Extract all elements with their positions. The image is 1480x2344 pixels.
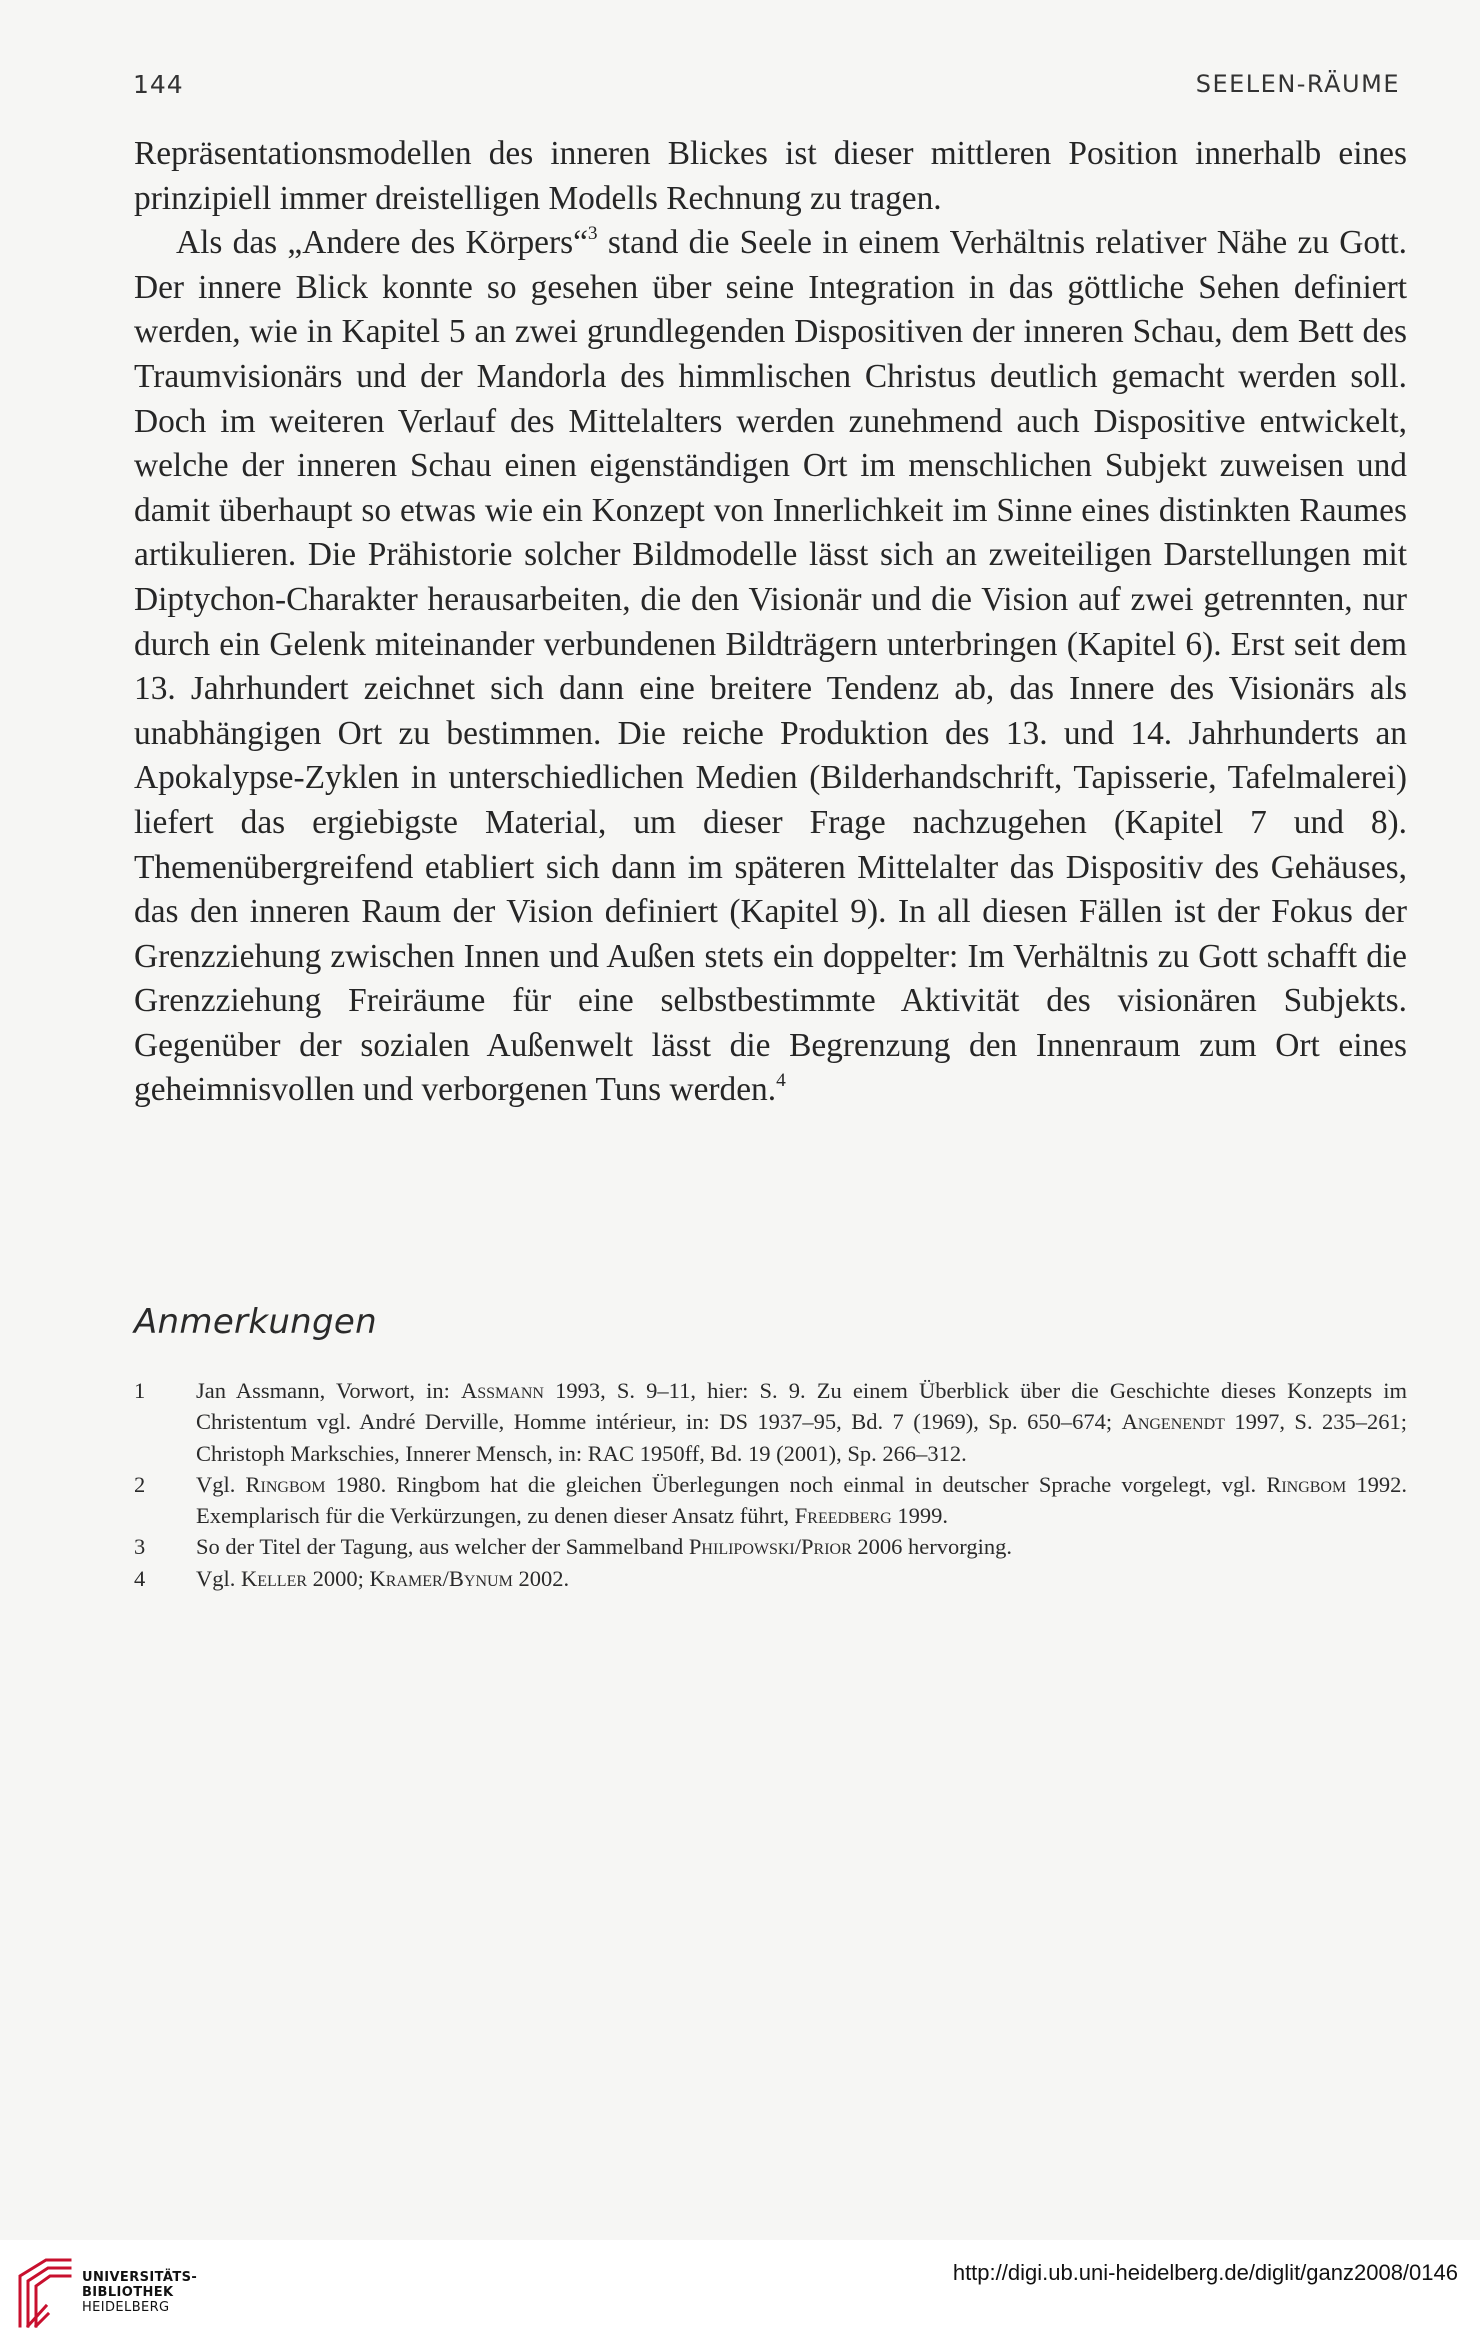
notes-heading: Anmerkungen <box>134 1302 377 1342</box>
digitization-footer <box>0 2240 1480 2344</box>
library-name-line: HEIDELBERG <box>82 2300 170 2315</box>
author-name: Philipowski/Prior <box>688 1534 852 1560</box>
footnote-text: Jan Assmann, Vorwort, in: <box>196 1378 462 1403</box>
footnote-text: 1997, S. 235–261; Christoph Markschies, Innerer Mensch, in: RAC 1950ff, Bd. 19 (2001), Sp. 266–312. <box>196 1409 1408 1466</box>
footnote-text: Vgl. <box>196 1471 246 1497</box>
footnote-text: So der Titel der Tagung, aus welcher der Sammelband <box>196 1534 689 1560</box>
footnote-1 <box>134 1375 1407 1469</box>
footnote-2 <box>134 1469 1407 1532</box>
paragraph-2 <box>134 221 1407 1113</box>
footnote-number: 2 <box>134 1471 146 1497</box>
library-name-line: UNIVERSITÄTS- <box>82 2270 198 2285</box>
footnote-ref-3: 3 <box>587 223 598 245</box>
library-name-line: BIBLIOTHEK <box>82 2285 174 2300</box>
paragraph-1: Repräsentationsmodellen des inneren Blickes ist dieser mittleren Position innerhalb eines prinzipiell immer dreistelligen Modells Rechnung zu tragen. <box>134 135 1407 217</box>
paragraph-2-text: stand die Seele in einem Verhältnis relativer Nähe zu Gott. Der innere Blick konnte so gesehen über seine Integration in das göttliche Sehen definiert werden, wie in Kapitel 5 an zwei grundlegenden Dispositiven der inneren Schau, dem Bett des Traumvisionärs und der Mandorla des himmlischen Christus deutlich gemacht werden soll. Doch im weiteren Verlauf des Mittelalters werden zunehmend auch Dispositive entwickelt, welche der inneren Schau einen eigenständigen Ort im menschlichen Subjekt zuweisen und damit überhaupt so etwas wie ein Konzept von Innerlichkeit im Sinne eines distinkten Raumes artikulieren. Die Prähistorie solcher Bildmodelle lässt sich an zweiteiligen Darstellungen mit Diptychon-Charakter herausarbeiten, die den Visionär und die Vision auf zwei getrennten, nur durch ein Gelenk miteinander verbundenen Bildträgern unterbringen (Kapitel 6). Erst seit dem 13. Jahrhundert zeichnet sich dann eine breitere Tendenz ab, das Innere des Visionärs als unabhängigen Ort zu bestimmen. Die reiche Produktion des 13. und 14. Jahrhunderts an Apokalypse-Zyklen in unterschiedlichen Medien (Bilderhandschrift, Tapisserie, Tafelmalerei) liefert das ergiebigste Material, um dieser Frage nachzugehen (Kapitel 7 und 8). Themenübergreifend etabliert sich dann im späteren Mittelalter das Dispositiv des Gehäuses, das den inneren Raum der Vision definiert (Kapitel 9). In all diesen Fällen ist der Fokus der Grenzziehung zwischen Innen und Außen stets ein doppelter: Im Verhältnis zu Gott schafft die Grenzziehung Freiräume für eine selbstbestimmte Aktivität des visionären Subjekts. Gegenüber der sozialen Außenwelt lässt die Begrenzung den Innenraum zum Ort eines geheimnisvollen und verborgenen Tuns werden. <box>134 224 1407 1109</box>
author-name: Angenendt <box>1121 1409 1225 1435</box>
main-text <box>134 132 1407 1113</box>
author-name: Freedberg <box>794 1503 892 1529</box>
footnote-text: 2000; <box>307 1565 370 1591</box>
footnote-number: 3 <box>134 1534 146 1560</box>
footnote-text: 1980. Ringbom hat die gleichen Überlegungen noch einmal in deutscher Sprache vorgelegt, vgl. <box>325 1471 1267 1497</box>
source-url-link[interactable]: http://digi.ub.uni-heidelberg.de/diglit/ganz2008/0146 <box>952 2260 1458 2285</box>
footnote-ref-4: 4 <box>776 1070 786 1092</box>
paragraph-2-start: Als das „Andere des Körpers“ <box>176 224 588 262</box>
author-name: Kramer/Bynum <box>369 1565 513 1591</box>
footnote-number: 4 <box>134 1565 146 1591</box>
page-number: 144 <box>133 70 184 99</box>
author-name: Ringbom <box>245 1471 326 1497</box>
footnote-text: 1993, S. 9–11, hier: S. 9. Zu einem Überblick über die Geschichte dieses Konzepts im Christentum vgl. André Derville, Homme intérieur, in: DS 1937–95, Bd. 7 (1969), Sp. 650–674; <box>196 1378 1407 1435</box>
author-name: Keller <box>241 1565 308 1591</box>
footnote-text: Vgl. <box>196 1565 241 1591</box>
footnote-number: 1 <box>134 1378 146 1403</box>
footnote-text: 2002. <box>512 1565 570 1591</box>
author-name: Ringbom <box>1266 1471 1347 1497</box>
footnote-text: 1999. <box>891 1503 948 1529</box>
library-logo-icon <box>16 2254 74 2330</box>
library-name <box>82 2270 197 2315</box>
footnote-text: 2006 hervorging. <box>851 1534 1012 1560</box>
author-name: Assmann <box>461 1378 544 1403</box>
footnote-4 <box>134 1563 1407 1594</box>
footnote-3 <box>134 1531 1407 1562</box>
running-head: SEELEN-RÄUME <box>1195 70 1400 98</box>
footnotes <box>134 1375 1407 1594</box>
footnote-text: 1992. Exemplarisch für die Verkürzungen, zu denen dieser Ansatz führt, <box>196 1471 1407 1529</box>
